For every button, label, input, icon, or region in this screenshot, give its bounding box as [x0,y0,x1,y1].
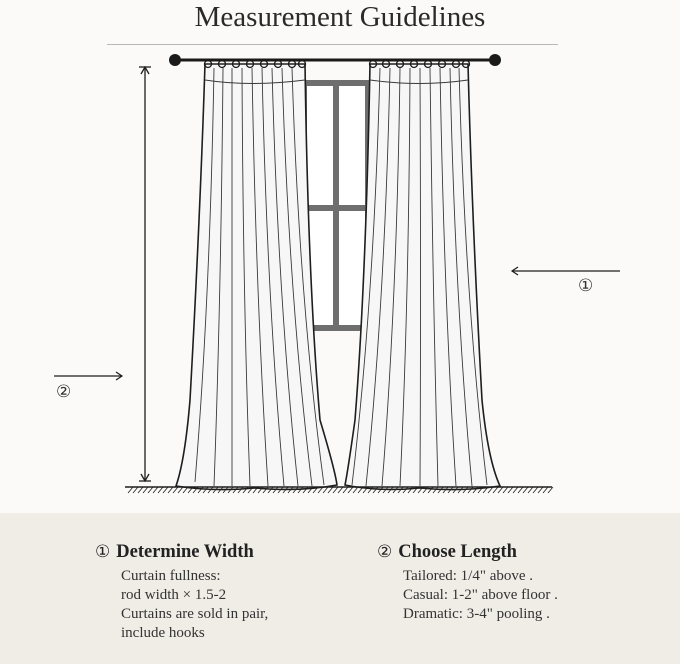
length-section [377,541,558,624]
length-line: Casual: 1-2" above floor . [403,587,558,603]
length-callout-marker: ② [56,382,72,402]
floor-hatch-mark [533,487,538,493]
floor-hatch-mark [163,487,168,493]
floor-hatch-mark [518,487,523,493]
floor-hatch-mark [343,487,348,493]
width-line: include hooks [121,625,205,641]
floor-hatch-mark [353,487,358,493]
floor-hatch-mark [523,487,528,493]
floor-hatch-mark [138,487,143,493]
floor-hatch-mark [543,487,548,493]
floor-hatch-mark [158,487,163,493]
floor-hatch-mark [493,487,498,493]
floor-hatch-mark [143,487,148,493]
floor-hatch-mark [178,487,183,493]
floor-hatch-mark [528,487,533,493]
window-frame [303,80,369,331]
floor-hatch-mark [538,487,543,493]
width-section-lines [121,567,268,643]
length-section-heading [377,541,558,563]
floor-hatch-mark [148,487,153,493]
width-section [95,541,268,643]
floor-hatch-mark [508,487,513,493]
width-section-title: Determine Width [116,542,254,562]
floor-hatch-mark [128,487,133,493]
width-section-number: ① [95,542,111,562]
width-line: rod width × 1.5-2 [121,587,227,603]
length-section-title: Choose Length [398,542,517,562]
width-callout-arrow [512,267,620,275]
floor-hatch-mark [513,487,518,493]
length-dimension-line [139,67,151,481]
length-line: Tailored: 1/4" above . [403,568,534,584]
length-section-lines [403,567,558,624]
floor-hatch-mark [333,487,338,493]
floor-hatch-mark [348,487,353,493]
floor-hatch-mark [498,487,503,493]
floor-hatch-mark [153,487,158,493]
floor-hatch-mark [548,487,553,493]
width-callout-marker: ① [578,276,594,296]
length-callout-arrow [54,372,122,380]
length-line: Dramatic: 3-4" pooling . [403,606,550,622]
floor-hatch-mark [133,487,138,493]
width-line: Curtains are sold in pair, [121,606,269,622]
floor-hatch-mark [338,487,343,493]
floor-hatch-mark [173,487,178,493]
page-title: Measurement Guidelines [194,1,486,33]
right-curtain-panel [345,64,500,490]
floor-hatch-mark [328,487,333,493]
width-section-heading [95,541,268,563]
floor-hatch-mark [168,487,173,493]
width-line: Curtain fullness: [121,568,221,584]
length-section-number: ② [377,542,393,562]
floor-hatch-mark [503,487,508,493]
